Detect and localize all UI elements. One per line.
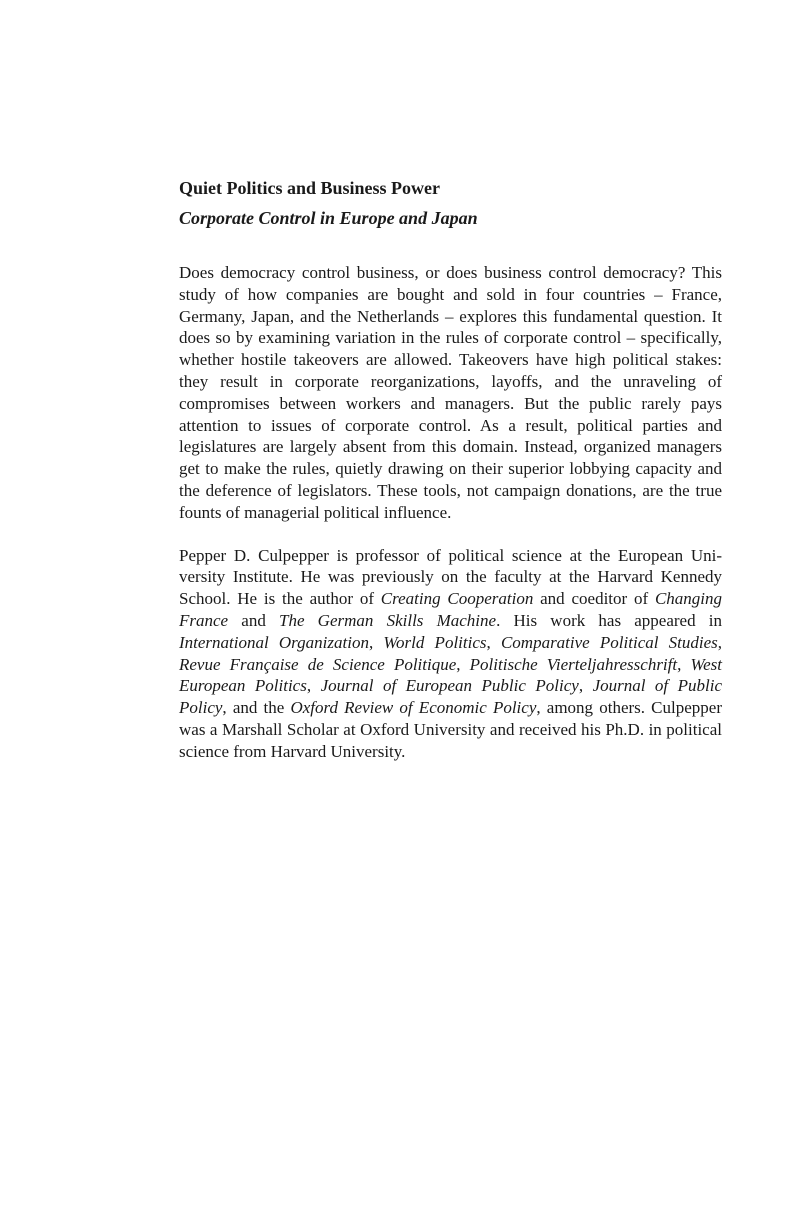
- bio-segment: ,: [486, 632, 501, 652]
- bio-segment: , and the: [222, 698, 291, 718]
- bio-segment: and coeditor of: [533, 589, 655, 609]
- bio-journal-title: Comparative Political Studies: [500, 632, 718, 652]
- bio-journal-title: International Organization: [179, 632, 369, 652]
- bio-journal-title: Politische Vierteljahresschrift: [469, 654, 678, 674]
- bio-segment: ,: [578, 676, 593, 696]
- bio-journal-title: Revue Française de Science Politique: [179, 654, 457, 674]
- bio-book-title: Creating Cooperation: [380, 589, 534, 609]
- half-title-page: [179, 176, 722, 763]
- bio-segment: ,: [456, 654, 470, 674]
- bio-book-title: Changing France: [179, 589, 722, 630]
- bio-book-title: The German Skills Machine: [279, 610, 497, 630]
- book-title: Quiet Politics and Business Power: [179, 178, 441, 198]
- bio-segment: and: [228, 610, 279, 630]
- book-description: Does democracy control business, or does business control democracy? This study of how companies are bought and sold in four countries – France, Germany, Japan, and the Netherlands – explores this fundamental question. It does so by examining variation in the rules of corporate control – specifically, whether hostile takeovers are allowed. Takeovers have high political stakes: they result in corporate reorganizations, layoffs, and the unraveling of compromises between workers and managers. But the public rarely pays attention to issues of corporate control. As a result, political parties and legislatures are largely absent from this domain. Instead, organized managers get to make the rules, quietly drawing on their superior lobbying capacity and the deference of legislators. These tools, not campaign donations, are the true founts of managerial political influence.: [179, 263, 722, 522]
- bio-segment: ,: [306, 676, 321, 696]
- bio-journal-title: West European Politics: [179, 654, 722, 696]
- book-subtitle: Corporate Control in Europe and Japan: [179, 208, 478, 228]
- bio-segment: Pepper D. Culpepper is professor of political science at the European University Institute. He was previously on the faculty at the Harvard Kennedy School. He is the author of: [179, 545, 722, 609]
- bio-segment: , among others. Culpepper was a Marshall Scholar at Oxford University and received his Ph.D. in political science from Harvard University.: [179, 698, 722, 761]
- author-bio: [179, 545, 722, 763]
- bio-journal-title: Oxford Review of Economic Policy: [290, 698, 537, 718]
- bio-segment: ,: [368, 632, 384, 652]
- bio-journal-title: Journal of Public Policy: [179, 676, 723, 718]
- bio-segment: ,: [677, 654, 691, 674]
- bio-journal-title: Journal of European Public Policy: [320, 676, 579, 696]
- bio-segment: . His work has appeared in: [496, 610, 722, 630]
- bio-segment: ,: [717, 632, 723, 652]
- bio-journal-title: World Politics: [383, 632, 487, 652]
